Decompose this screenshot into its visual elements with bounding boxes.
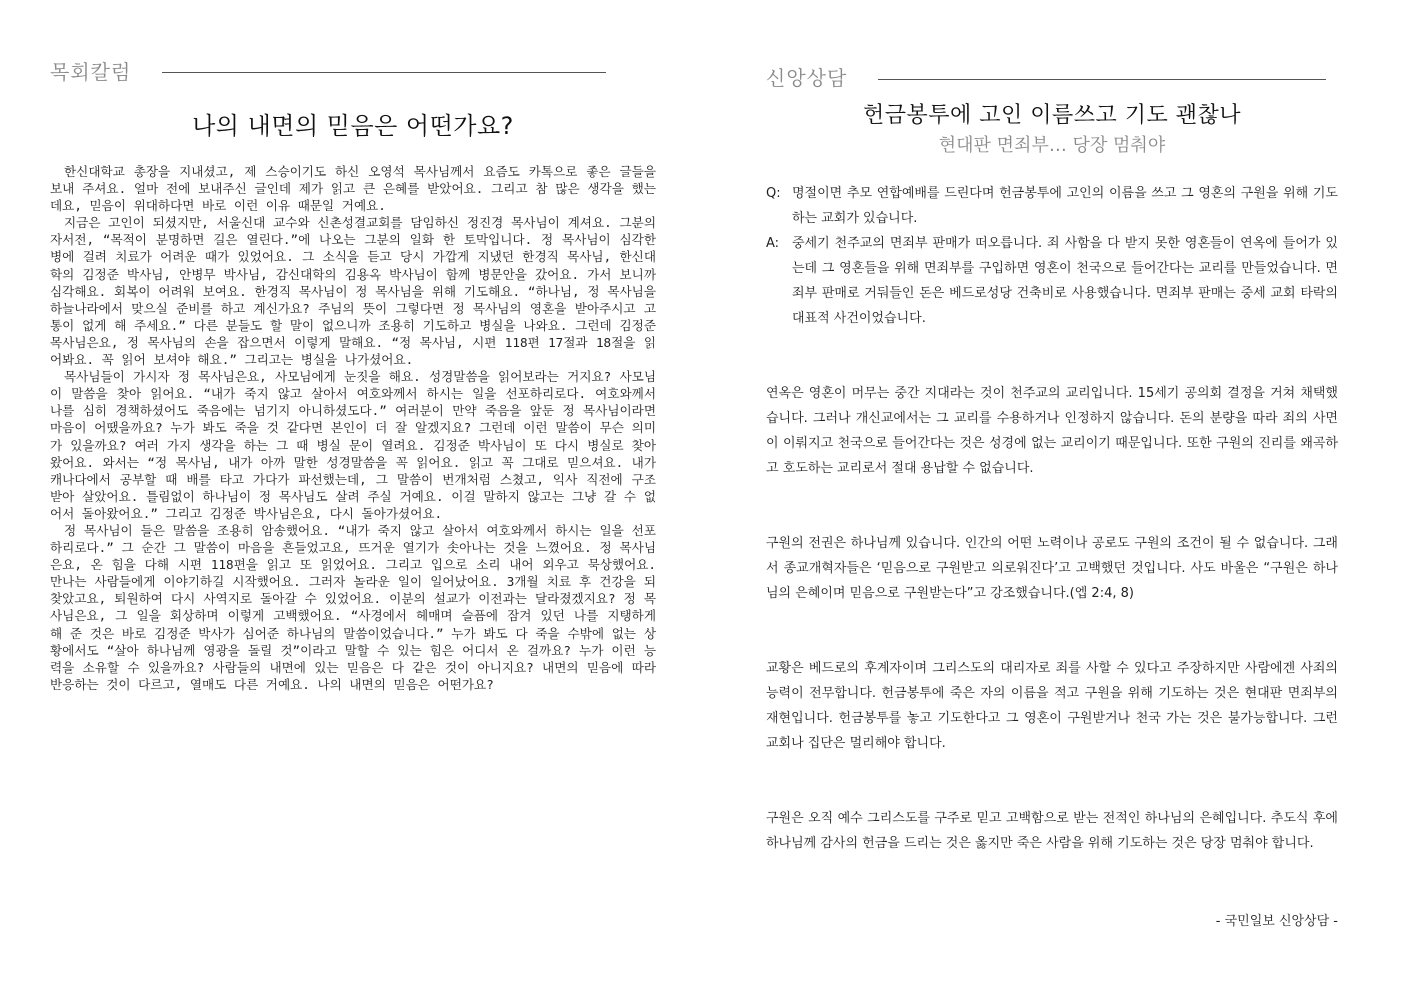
- body-paragraph: 지금은 고인이 되셨지만, 서울신대 교수와 신촌성결교회를 담임하신 정진경 목사님이 계셔요. 그분의 자서전, “목적이 분명하면 길은 열린다.”에 나오는 그분의 일화 한 토막입니다. 정 목사님이 심각한 병에 걸려 치료가 어려운 때가 있었어요. 그 소식을 듣고 당시 가깝게 지냈던 한경직 목사님, 한신대학의 김정준 박사님, 안병무 박사님, 감신대학의 김용옥 박사님이 함께 병문안을 갔어요. 가서 보니까 심각해요. 회복이 어려워 보여요. 한경직 목사님이 정 목사님을 위해 기도해요. “하나님, 정 목사님을 하늘나라에서 맞으실 준비를 하고 계신가요? 주님의 뜻이 그렇다면 정 목사님의 영혼을 받아주시고 고통이 없게 해 주세요.” 다른 분들도 할 말이 없으니까 조용히 기도하고 병실을 나와요. 그런데 김정준 목사님은요, 정 목사님의 손을 잡으면서 이렇게 말해요. “정 목사님, 시편 118편 17절과 18절을 읽어봐요. 꼭 읽어 보셔야 해요.” 그리고는 병실을 나가셨어요.: [50, 215, 656, 368]
- divider: [162, 72, 606, 73]
- section-header: [766, 56, 1338, 88]
- question-tag: Q:: [766, 186, 781, 201]
- divider: [878, 79, 1326, 80]
- body-paragraph: 한신대학교 총장을 지내셨고, 제 스승이기도 하신 오영석 목사님께서 요즘도 카톡으로 좋은 글들을 보내 주셔요. 얼마 전에 보내주신 글인데 제가 읽고 큰 은혜를 받았어요. 그리고 참 많은 생각을 했는데요, 믿음이 위대하다면 바로 이런 이유 때문일 거예요.: [50, 164, 656, 214]
- body-paragraph: 구원의 전권은 하나님께 있습니다. 인간의 어떤 노력이나 공로도 구원의 조건이 될 수 없습니다. 그래서 종교개혁자들은 ‘믿음으로 구원받고 의로워진다’고 고백했던 것입니다. 사도 바울은 “구원은 하나님의 은혜이며 믿음으로 구원받는다”고 강조했습니다.(엡 2:4, 8): [766, 536, 1338, 601]
- question-text: 명절이면 추모 연합예배를 드린다며 헌금봉투에 고인의 이름을 쓰고 그 영혼의 구원을 위해 기도하는 교회가 있습니다.: [792, 186, 1338, 226]
- article-body: [50, 163, 656, 693]
- answer-text: 중세기 천주교의 면죄부 판매가 떠오릅니다. 죄 사함을 다 받지 못한 영혼들이 연옥에 들어가 있는데 그 영혼들을 위해 면죄부를 구입하면 영혼이 천국으로 들어간다는 교리를 만들었습니다. 면죄부 판매로 거둬들인 돈은 베드로성당 건축비로 사용했습니다. 면죄부 판매는 중세 교회 타락의 대표적 사건이었습니다.: [792, 236, 1338, 326]
- answer-tag: A:: [766, 236, 780, 251]
- article-subheadline: 현대판 면죄부… 당장 멈춰야: [938, 135, 1166, 156]
- section-header: [50, 56, 656, 88]
- body-paragraph: 교황은 베드로의 후계자이며 그리스도의 대리자로 죄를 사할 수 있다고 주장하지만 사람에겐 사죄의 능력이 전무합니다. 헌금봉투에 죽은 자의 이름을 적고 구원을 위해 기도하는 것은 현대판 면죄부의 재현입니다. 헌금봉투를 놓고 기도한다고 그 영혼이 구원받거나 천국 가는 것은 불가능합니다. 그런 교회나 집단은 멀리해야 합니다.: [766, 661, 1338, 751]
- body-paragraph: 목사님들이 가시자 정 목사님은요, 사모님에게 눈짓을 해요. 성경말씀을 읽어보라는 거지요? 사모님이 말씀을 찾아 읽어요. “내가 죽지 않고 살아서 여호와께서 하시는 일을 선포하리로다. 여호와께서 나를 심히 경책하셨어도 죽음에는 넘기지 아니하셨도다.” 여러분이 만약 죽음을 앞둔 정 목사님이라면 마음이 어땠을까요? 누가 봐도 죽을 것 같다면 본인이 더 잘 알겠지요? 그런데 이런 말씀이 무슨 의미가 있을까요? 여러 가지 생각을 하는 그 때 병실 문이 열려요. 김정준 박사님이 또 다시 병실로 찾아 왔어요. 와서는 “정 목사님, 내가 아까 말한 성경말씀을 꼭 읽어요. 읽고 꼭 그대로 믿으셔요. 내가 캐나다에서 공부할 때 배를 타고 가다가 파선했는데, 그 말씀이 번개처럼 스쳤고, 익사 직전에 구조 받아 살았어요. 틀림없이 하나님이 정 목사님도 살려 주실 거예요. 이걸 말하지 않고는 그냥 갈 수 없어서 돌아왔어요.” 그리고 김정준 박사님은요, 다시 돌아가셨어요.: [50, 369, 656, 521]
- section-title: 목회칼럼: [50, 60, 132, 84]
- source-credit: - 국민일보 신앙상담 -: [1215, 914, 1338, 929]
- body-paragraph: 정 목사님이 들은 말씀을 조용히 암송했어요. “내가 죽지 않고 살아서 여호와께서 하시는 일을 선포하리로다.” 그 순간 그 말씀이 마음을 흔들었고요, 뜨거운 열기가 솟아나는 것을 느꼈어요. 정 목사님은요, 온 힘을 다해 시편 118편을 읽고 또 읽었어요. 그리고 입으로 소리 내어 외우고 묵상했어요. 만나는 사람들에게 이야기하길 시작했어요. 그러자 놀라운 일이 일어났어요. 3개월 치료 후 건강을 되찾았고요, 퇴원하여 다시 사역지로 돌아갈 수 있었어요. 이분의 설교가 이전과는 달라졌겠지요? 정 목사님은요, 그 일을 회상하며 이렇게 고백했어요. “사경에서 헤매며 슬픔에 잠겨 있던 나를 지탱하게 해 준 것은 바로 김정준 박사가 심어준 하나님의 말씀이었습니다.” 누가 봐도 다 죽을 수밖에 없는 상황에서도 “살아 하나님께 영광을 돌릴 것”이라고 말할 수 있는 힘은 어디서 온 걸까요? 누가 이런 능력을 소유할 수 있을까요? 사람들의 내면에 있는 믿음은 다 같은 것이 아니지요? 내면의 믿음에 따라 반응하는 것이 다르고, 열매도 다른 거예요. 나의 내면의 믿음은 어떤가요?: [50, 522, 656, 692]
- answer-block: [766, 231, 1338, 331]
- article-headline: 나의 내면의 믿음은 어떤가요?: [192, 112, 514, 140]
- question-block: [766, 181, 1338, 231]
- body-paragraph: 연옥은 영혼이 머무는 중간 지대라는 것이 천주교의 교리입니다. 15세기 공의회 결정을 거쳐 채택했습니다. 그러나 개신교에서는 그 교리를 수용하거나 인정하지 않습니다. 돈의 분량을 따라 죄의 사면이 이뤄지고 천국으로 들어간다는 것은 성경에 없는 교리이기 때문입니다. 또한 구원의 진리를 왜곡하고 호도하는 교리로서 절대 용납할 수 없습니다.: [766, 386, 1338, 476]
- body-paragraph: 구원은 오직 예수 그리스도를 구주로 믿고 고백함으로 받는 전적인 하나님의 은혜입니다. 추도식 후에 하나님께 감사의 헌금을 드리는 것은 옳지만 죽은 사람을 위해 기도하는 것은 당장 멈춰야 합니다.: [766, 811, 1338, 851]
- article-headline: 헌금봉투에 고인 이름쓰고 기도 괜찮나: [862, 103, 1241, 128]
- section-title: 신앙상담: [766, 66, 848, 90]
